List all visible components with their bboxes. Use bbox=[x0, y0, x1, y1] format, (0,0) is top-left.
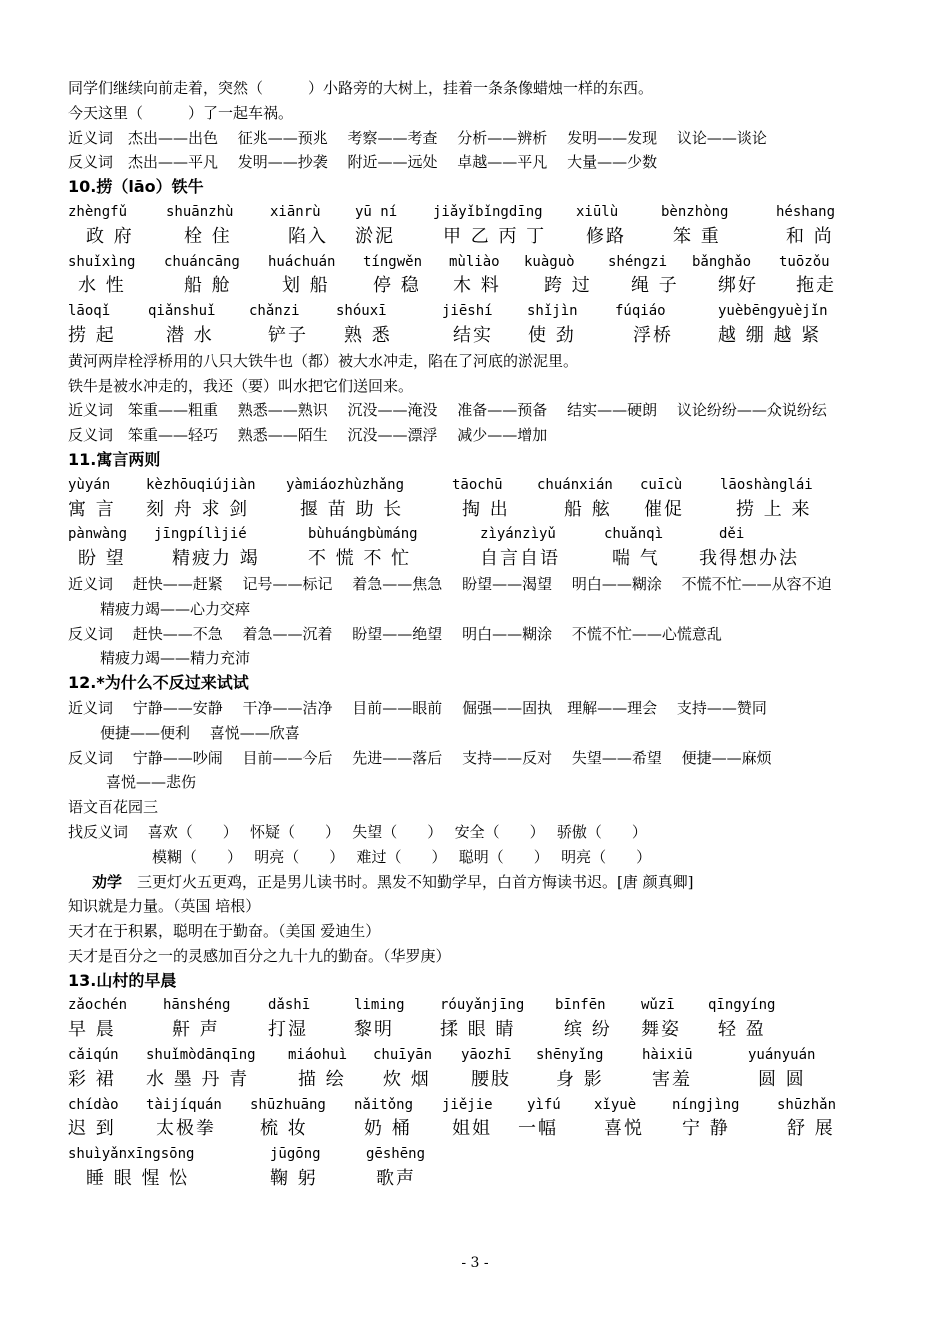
hanzi: 我得想办法 bbox=[699, 548, 799, 570]
hanzi: 鞠 躬 bbox=[270, 1168, 318, 1190]
pinyin: jīngpílìjié bbox=[154, 526, 247, 543]
antonym-line: 反义词 赶快——不急 着急——沉着 盼望——绝望 明白——糊涂 不慌不忙——心慌意乱 bbox=[68, 624, 722, 643]
pinyin: cǎiqún bbox=[68, 1047, 119, 1064]
synonym-line: 近义词 宁静——安静 干净——洁净 目前——眼前 倔强——固执 理解——理会 支持——赞同 bbox=[68, 698, 767, 717]
pinyin: shuìyǎnxīngsōng bbox=[68, 1146, 195, 1163]
hanzi: 鼾 声 bbox=[172, 1019, 220, 1041]
pinyin: chǎnzi bbox=[249, 303, 300, 320]
hanzi-row bbox=[68, 225, 888, 250]
hanzi: 拖走 bbox=[796, 275, 836, 297]
hanzi: 太极拳 bbox=[156, 1118, 216, 1140]
pinyin: xiūlù bbox=[576, 203, 619, 220]
hanzi-row bbox=[68, 274, 888, 299]
hanzi: 掏 出 bbox=[462, 498, 510, 520]
lesson-13-title: 13.山村的早晨 bbox=[68, 970, 177, 990]
pinyin: qiǎnshuǐ bbox=[148, 303, 216, 320]
lesson-11-title: 11.寓言两则 bbox=[68, 449, 161, 469]
pinyin: hàixiū bbox=[642, 1047, 693, 1064]
section-title: 语文百花园三 bbox=[68, 798, 159, 817]
pinyin: chuīyān bbox=[373, 1047, 433, 1064]
hanzi: 腰肢 bbox=[471, 1068, 511, 1090]
hanzi-row bbox=[68, 1117, 888, 1142]
pinyin: bùhuángbùmáng bbox=[308, 526, 418, 543]
hanzi: 催促 bbox=[644, 498, 684, 520]
hanzi: 精疲力 竭 bbox=[172, 548, 260, 570]
pinyin-row bbox=[68, 200, 888, 225]
pinyin: huáchuán bbox=[268, 253, 336, 270]
hanzi-row bbox=[68, 324, 888, 349]
antonym-line: 反义词 宁静——吵闹 目前——今后 先进——落后 支持——反对 失望——希望 便捷——麻烦 bbox=[68, 748, 772, 767]
pinyin: shuǐmòdānqīng bbox=[146, 1047, 256, 1064]
pinyin: shǐjìn bbox=[527, 303, 578, 320]
pinyin: lāoshànglái bbox=[720, 476, 813, 493]
antonym-exercise: 找反义词 喜欢（ ） 怀疑（ ） 失望（ ） 安全（ ） 骄傲（ ） bbox=[68, 822, 647, 841]
sentence-line: 今天这里（ ）了一起车祸。 bbox=[68, 103, 294, 122]
quote-line: 天才是百分之一的灵感加百分之九十九的勤奋。（华罗庚） bbox=[68, 946, 451, 965]
hanzi: 铲子 bbox=[268, 324, 308, 346]
hanzi: 自言自语 bbox=[480, 548, 560, 570]
hanzi: 圆 圆 bbox=[758, 1068, 806, 1090]
hanzi: 捞 起 bbox=[68, 324, 116, 346]
hanzi: 奶 桶 bbox=[364, 1118, 412, 1140]
pinyin: yàmiáozhùzhǎng bbox=[286, 476, 405, 493]
pinyin: bènzhòng bbox=[661, 203, 729, 220]
pinyin: tàijíquán bbox=[146, 1096, 222, 1113]
hanzi: 轻 盈 bbox=[718, 1019, 766, 1041]
hanzi: 越 绷 越 紧 bbox=[718, 324, 822, 346]
pinyin: liming bbox=[354, 997, 405, 1014]
pinyin: jūgōng bbox=[270, 1146, 321, 1163]
hanzi: 熟 悉 bbox=[344, 324, 392, 346]
pinyin: shéngzi bbox=[608, 253, 668, 270]
pinyin: nǎitǒng bbox=[354, 1096, 414, 1113]
pinyin: zìyánzìyǔ bbox=[480, 526, 556, 543]
pinyin-row bbox=[68, 993, 888, 1018]
pinyin-row bbox=[68, 1142, 888, 1167]
hanzi: 跨 过 bbox=[544, 275, 592, 297]
pinyin: zǎochén bbox=[68, 997, 128, 1014]
pinyin: wǔzī bbox=[641, 997, 675, 1014]
page-number: - 3 - bbox=[461, 1255, 489, 1271]
hanzi: 浮桥 bbox=[633, 324, 673, 346]
pinyin: gēshēng bbox=[366, 1146, 426, 1163]
hanzi: 歌声 bbox=[376, 1168, 416, 1190]
hanzi: 水 墨 丹 青 bbox=[146, 1068, 250, 1090]
hanzi: 喘 气 bbox=[612, 548, 660, 570]
hanzi: 彩 裙 bbox=[68, 1068, 116, 1090]
pinyin: kuàguò bbox=[524, 253, 575, 270]
hanzi: 使 劲 bbox=[528, 324, 576, 346]
synonym-line: 便捷——便利 喜悦——欣喜 bbox=[100, 723, 300, 742]
pinyin: yuányuán bbox=[748, 1047, 816, 1064]
hanzi: 一幅 bbox=[518, 1118, 558, 1140]
pinyin: chídào bbox=[68, 1096, 119, 1113]
hanzi: 栓 住 bbox=[184, 225, 232, 247]
hanzi: 绳 子 bbox=[631, 275, 679, 297]
hanzi: 喜悦 bbox=[604, 1118, 644, 1140]
sentence-line: 黄河两岸栓浮桥用的八只大铁牛也（都）被大水冲走，陷在了河底的淤泥里。 bbox=[68, 351, 579, 370]
sentence-line: 铁牛是被水冲走的，我还（要）叫水把它们送回来。 bbox=[68, 376, 414, 395]
antonym-line: 精疲力竭——精力充沛 bbox=[100, 649, 251, 668]
hanzi: 身 影 bbox=[556, 1068, 604, 1090]
pinyin: yùyán bbox=[68, 476, 111, 493]
hanzi: 梳 妆 bbox=[260, 1118, 308, 1140]
pinyin: bǎnghǎo bbox=[692, 253, 752, 270]
hanzi: 炊 烟 bbox=[383, 1068, 431, 1090]
pinyin-row bbox=[68, 299, 888, 324]
hanzi: 陷入 bbox=[288, 225, 328, 247]
pinyin: jiějie bbox=[442, 1096, 493, 1113]
synonym-line: 近义词 赶快——赶紧 记号——标记 着急——焦急 盼望——渴望 明白——糊涂 不慌不忙——从容不迫 bbox=[68, 574, 832, 593]
pinyin: hānshéng bbox=[163, 997, 231, 1014]
pinyin: jiǎyǐbǐngdīng bbox=[433, 203, 543, 220]
hanzi: 揉 眼 睛 bbox=[440, 1019, 516, 1041]
hanzi-row bbox=[68, 1018, 888, 1043]
quote-line: 天才在于积累，聪明在于勤奋。（美国 爱迪生） bbox=[68, 922, 381, 941]
lesson-12-title: 12.*为什么不反过来试试 bbox=[68, 673, 249, 693]
pinyin: shóuxī bbox=[336, 303, 387, 320]
hanzi: 船 舷 bbox=[564, 498, 612, 520]
pinyin: cuīcù bbox=[640, 476, 683, 493]
pinyin: yìfú bbox=[527, 1096, 561, 1113]
hanzi: 修路 bbox=[586, 225, 626, 247]
pinyin: chuáncāng bbox=[164, 253, 240, 270]
hanzi: 停 稳 bbox=[373, 275, 421, 297]
hanzi: 宁 静 bbox=[682, 1118, 730, 1140]
pinyin: qīngyíng bbox=[708, 997, 776, 1014]
pinyin: bīnfēn bbox=[555, 997, 606, 1014]
hanzi: 笨 重 bbox=[673, 225, 721, 247]
hanzi: 潜 水 bbox=[166, 324, 214, 346]
pinyin: lāoqǐ bbox=[68, 303, 111, 320]
hanzi: 划 船 bbox=[282, 275, 330, 297]
poem-text: 三更灯火五更鸡，正是男儿读书时。黑发不知勤学早，白首方悔读书迟。[唐 颜真卿] bbox=[122, 872, 694, 891]
pinyin: mùliào bbox=[449, 253, 500, 270]
pinyin: děi bbox=[719, 526, 745, 543]
hanzi: 政 府 bbox=[86, 225, 134, 247]
hanzi-row bbox=[68, 1068, 888, 1093]
pinyin: miáohuì bbox=[288, 1047, 348, 1064]
antonym-line: 喜悦——悲伤 bbox=[106, 773, 197, 792]
pinyin: jiēshí bbox=[442, 303, 493, 320]
antonym-line: 反义词 杰出——平凡 发明——抄袭 附近——远处 卓越——平凡 大量——少数 bbox=[68, 153, 658, 172]
hanzi: 揠 苗 助 长 bbox=[300, 498, 404, 520]
pinyin: yū ní bbox=[355, 203, 398, 220]
hanzi: 迟 到 bbox=[68, 1118, 116, 1140]
pinyin: róuyǎnjīng bbox=[440, 997, 525, 1014]
document-page bbox=[68, 76, 888, 1192]
pinyin: tíngwěn bbox=[363, 253, 423, 270]
hanzi: 寓 言 bbox=[68, 498, 116, 520]
pinyin: zhèngfǔ bbox=[68, 203, 128, 220]
pinyin-row bbox=[68, 250, 888, 275]
pinyin: yuèbēngyuèjǐn bbox=[718, 303, 828, 320]
hanzi: 姐姐 bbox=[452, 1118, 492, 1140]
hanzi: 结实 bbox=[453, 324, 493, 346]
hanzi: 盼 望 bbox=[78, 548, 126, 570]
antonym-line: 反义词 笨重——轻巧 熟悉——陌生 沉没——漂浮 减少——增加 bbox=[68, 426, 548, 445]
pinyin-row bbox=[68, 1043, 888, 1068]
lesson-10-title: 10.捞（lāo）铁牛 bbox=[68, 177, 204, 197]
hanzi: 害羞 bbox=[652, 1068, 692, 1090]
poem-line bbox=[68, 870, 888, 895]
hanzi: 舞姿 bbox=[641, 1019, 681, 1041]
hanzi-row bbox=[68, 1167, 888, 1192]
hanzi-row bbox=[68, 498, 888, 523]
hanzi: 捞 上 来 bbox=[736, 498, 812, 520]
pinyin-row bbox=[68, 473, 888, 498]
pinyin: shuǐxìng bbox=[68, 253, 136, 270]
antonym-exercise: 模糊（ ） 明亮（ ） 难过（ ） 聪明（ ） 明亮（ ） bbox=[152, 847, 652, 866]
hanzi: 不 慌 不 忙 bbox=[308, 548, 412, 570]
pinyin: chuánxián bbox=[537, 476, 613, 493]
hanzi: 刻 舟 求 剑 bbox=[146, 498, 250, 520]
pinyin: kèzhōuqiújiàn bbox=[146, 476, 256, 493]
hanzi: 水 性 bbox=[78, 275, 126, 297]
pinyin: shūzhuāng bbox=[250, 1096, 326, 1113]
pinyin: yāozhī bbox=[461, 1047, 512, 1064]
pinyin: xiānrù bbox=[270, 203, 321, 220]
pinyin: tuōzǒu bbox=[779, 253, 830, 270]
hanzi: 缤 纷 bbox=[564, 1019, 612, 1041]
pinyin: pànwàng bbox=[68, 526, 128, 543]
hanzi-row bbox=[68, 547, 888, 572]
pinyin: níngjìng bbox=[672, 1096, 740, 1113]
hanzi: 舒 展 bbox=[787, 1118, 835, 1140]
hanzi: 甲 乙 丙 丁 bbox=[443, 225, 547, 247]
hanzi: 早 晨 bbox=[68, 1019, 116, 1041]
pinyin: héshang bbox=[776, 203, 836, 220]
pinyin: tāochū bbox=[452, 476, 503, 493]
synonym-line: 近义词 笨重——粗重 熟悉——熟识 沉没——淹没 准备——预备 结实——硬朗 议论纷纷——众说纷纭 bbox=[68, 401, 827, 420]
hanzi: 淤泥 bbox=[355, 225, 395, 247]
hanzi: 描 绘 bbox=[298, 1068, 346, 1090]
synonym-line: 近义词 杰出——出色 征兆——预兆 考察——考查 分析——辨析 发明——发现 议论——谈论 bbox=[68, 128, 767, 147]
pinyin: shūzhǎn bbox=[777, 1096, 837, 1113]
pinyin: shuānzhù bbox=[166, 203, 234, 220]
poem-title: 劝学 bbox=[92, 872, 123, 891]
sentence-line: 同学们继续向前走着，突然（ ）小路旁的大树上，挂着一条条像蜡烛一样的东西。 bbox=[68, 79, 654, 97]
hanzi: 绑好 bbox=[718, 275, 758, 297]
hanzi: 船 舱 bbox=[184, 275, 232, 297]
pinyin: fúqiáo bbox=[615, 303, 666, 320]
pinyin: xǐyuè bbox=[594, 1096, 637, 1113]
hanzi: 睡 眼 惺 忪 bbox=[86, 1168, 190, 1190]
pinyin: dǎshī bbox=[268, 997, 311, 1014]
pinyin-row bbox=[68, 522, 888, 547]
hanzi: 打湿 bbox=[268, 1019, 308, 1041]
hanzi: 和 尚 bbox=[786, 225, 834, 247]
quote-line: 知识就是力量。（英国 培根） bbox=[68, 897, 261, 916]
pinyin: shēnyǐng bbox=[536, 1047, 604, 1064]
pinyin-row bbox=[68, 1093, 888, 1118]
hanzi: 黎明 bbox=[354, 1019, 394, 1041]
pinyin: chuǎnqì bbox=[604, 526, 664, 543]
synonym-line: 精疲力竭——心力交瘁 bbox=[100, 599, 251, 618]
hanzi: 木 料 bbox=[453, 275, 501, 297]
